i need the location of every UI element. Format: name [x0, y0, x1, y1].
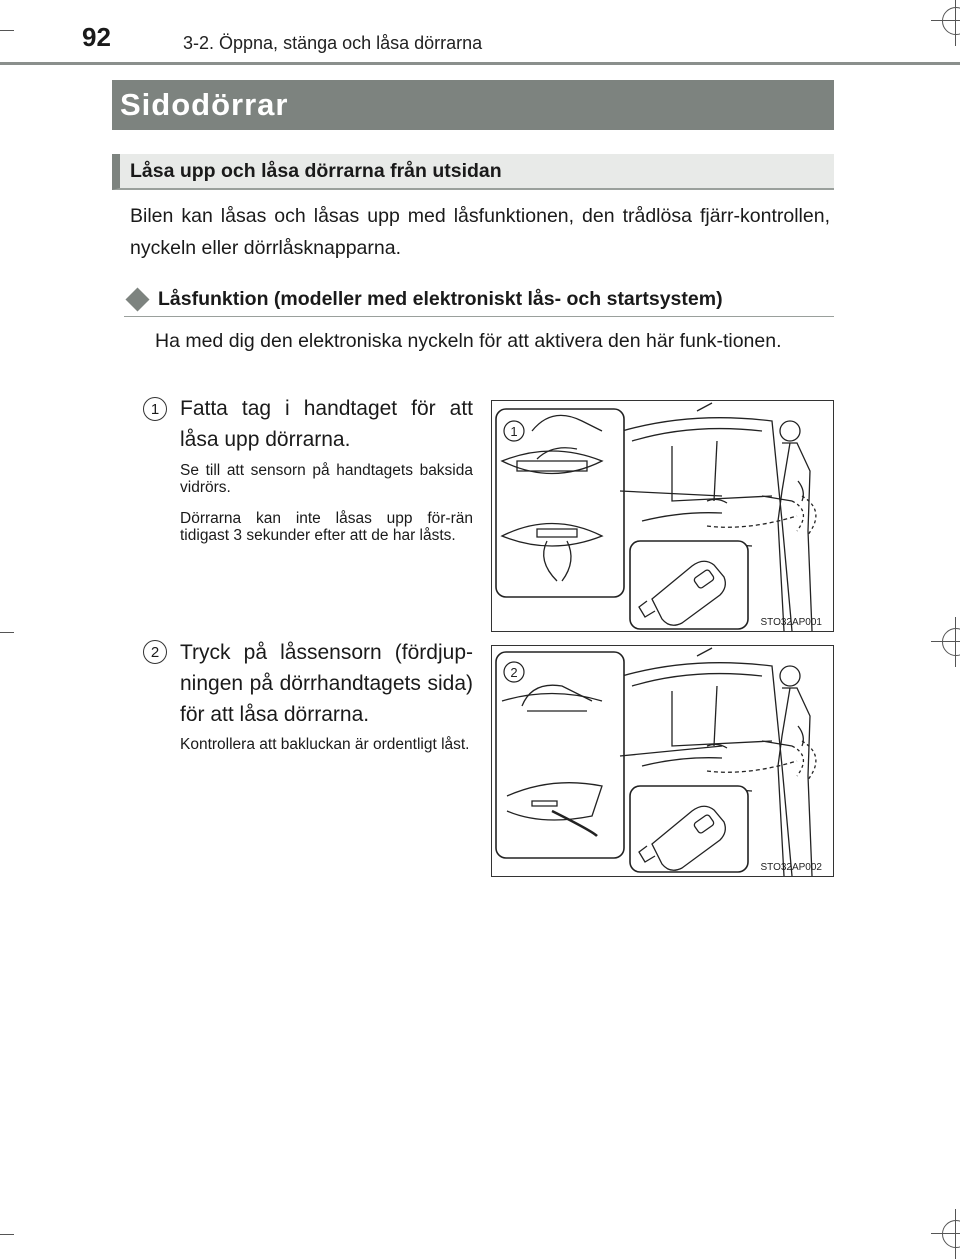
section-title-bar — [112, 80, 834, 130]
figure-caption-1: STO32AP001 — [760, 617, 822, 628]
feature-heading — [124, 282, 834, 317]
running-header: 3-2. Öppna, stänga och låsa dörrarna — [183, 33, 483, 53]
registration-mark-top-right — [942, 7, 960, 35]
figure-step-2 — [491, 645, 834, 877]
header-rule — [0, 62, 960, 65]
registration-mark-mid-right — [942, 628, 960, 656]
door-handle-lock-illustration — [492, 646, 833, 876]
crop-mark — [0, 632, 14, 633]
step-1-text: Fatta tag i handtaget för att låsa upp dörrarna. — [180, 397, 473, 451]
intro-paragraph: Bilen kan låsas och låsas upp med låsfunktionen, den trådlösa fjärr-kontrollen, nyckeln eller dörrlåsknapparna. — [130, 205, 830, 259]
feature-title: Låsfunktion (modeller med elektroniskt lås- och startsystem) — [158, 287, 723, 310]
inset-label-1: 1 — [510, 424, 518, 439]
diamond-bullet-icon — [125, 287, 149, 311]
registration-mark-bottom-right — [942, 1220, 960, 1248]
step-1-note-1: Se till att sensorn på handtagets baksida vidrörs. — [180, 462, 473, 496]
subsection-title: Låsa upp och låsa dörrarna från utsidan — [130, 159, 502, 182]
figure-caption-2: STO32AP002 — [760, 862, 822, 873]
step-1-note-2: Dörrarna kan inte låsas upp för-rän tidigast 3 sekunder efter att de har låsts. — [180, 510, 473, 544]
crop-mark — [0, 1234, 14, 1235]
feature-description: Ha med dig den elektroniska nyckeln för att aktivera den här funk-tionen. — [155, 330, 782, 352]
section-title: Sidodörrar — [120, 87, 289, 122]
page-number: 92 — [82, 22, 111, 52]
step-2-note-1: Kontrollera att bakluckan är ordentligt låst. — [180, 736, 470, 753]
step-number-2: 2 — [143, 640, 167, 664]
crop-mark — [0, 30, 14, 31]
step-number-1: 1 — [143, 397, 167, 421]
step-2-text: Tryck på låssensorn (fördjup-ningen på dörrhandtagets sida) för att låsa dörrarna. — [180, 641, 473, 726]
subsection-title-bar — [112, 154, 834, 190]
door-handle-unlock-illustration — [492, 401, 833, 631]
figure-step-1 — [491, 400, 834, 632]
inset-label-2: 2 — [510, 665, 518, 680]
